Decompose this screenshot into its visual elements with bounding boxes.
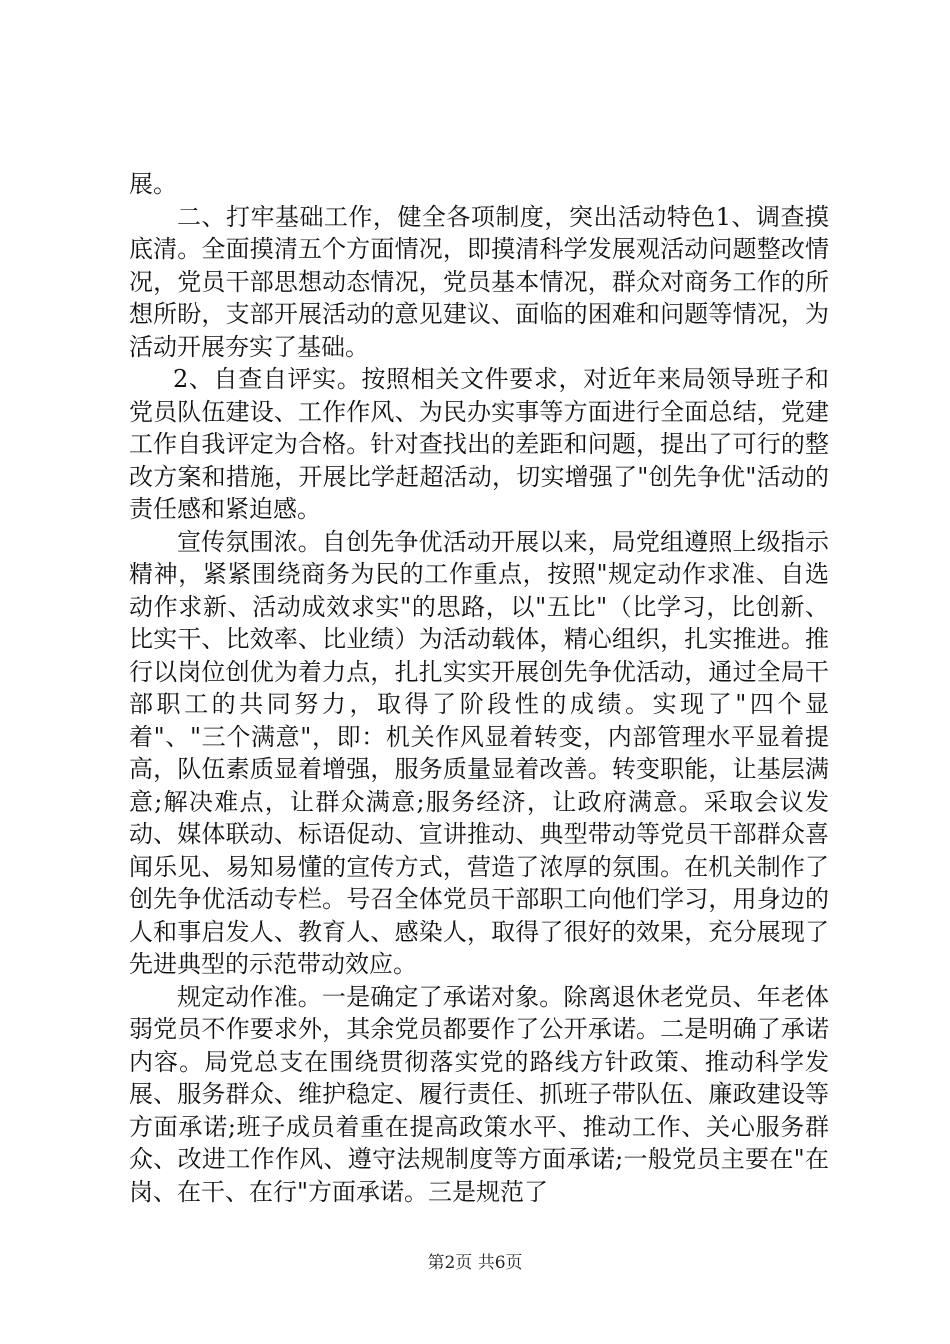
paragraph-required-actions: 规定动作准。一是确定了承诺对象。除离退休老党员、年老体弱党员不作要求外，其余党员都要作了公开承诺。二是明确了承诺内容。局党总支在围绕贯彻落实党的路线方针政策、推动科学发展、服务群众、维护稳定、履行责任、抓班子带队伍、廉政建设等方面承诺;班子成员着重在提高政策水平、推动工作、关心服务群众、改进工作作风、遵守法规制度等方面承诺;一般党员主要在"在岗、在干、在行"方面承诺。三是规范了	[129, 982, 829, 1206]
paragraph-foundation-work: 二、打牢基础工作，健全各项制度，突出活动特色1、调查摸底清。全面摸清五个方面情况，即摸清科学发展观活动问题整改情况，党员干部思想动态情况，党员基本情况，群众对商务工作的所想所盼，支部开展活动的意见建议、面临的困难和问题等情况，为活动开展夯实了基础。	[129, 202, 829, 361]
document-body	[129, 168, 829, 1208]
paragraph-publicity: 宣传氛围浓。自创先争优活动开展以来，局党组遵照上级指示精神，紧紧围绕商务为民的工作重点，按照"规定动作求准、自选动作求新、活动成效求实"的思路，以"五比"（比学习，比创新、比实干、比效率、比业绩）为活动载体，精心组织，扎实推进。推行以岗位创优为着力点，扎扎实实开展创先争优活动，通过全局干部职工的共同努力，取得了阶段性的成绩。实现了"四个显着"、"三个满意"，即：机关作风显着转变，内部管理水平显着提高，队伍素质显着增强，服务质量显着改善。转变职能，让基层满意;解决难点，让群众满意;服务经济，让政府满意。采取会议发动、媒体联动、标语促动、宣讲推动、典型带动等党员干部群众喜闻乐见、易知易懂的宣传方式，营造了浓厚的氛围。在机关制作了创先争优活动专栏。号召全体党员干部职工向他们学习，用身边的人和事启发人、教育人、感染人，取得了很好的效果，充分展现了先进典型的示范带动效应。	[129, 527, 829, 978]
paragraph-self-review: 2、自查自评实。按照相关文件要求，对近年来局领导班子和党员队伍建设、工作作风、为民办实事等方面进行全面总结，党建工作自我评定为合格。针对查找出的差距和问题，提出了可行的整改方案和措施，开展比学赶超活动，切实增强了"创先争优"活动的责任感和紧迫感。	[129, 365, 829, 523]
paragraph-continuation: 展。	[129, 170, 177, 198]
page-number-footer: 第2页 共6页	[427, 1253, 523, 1273]
